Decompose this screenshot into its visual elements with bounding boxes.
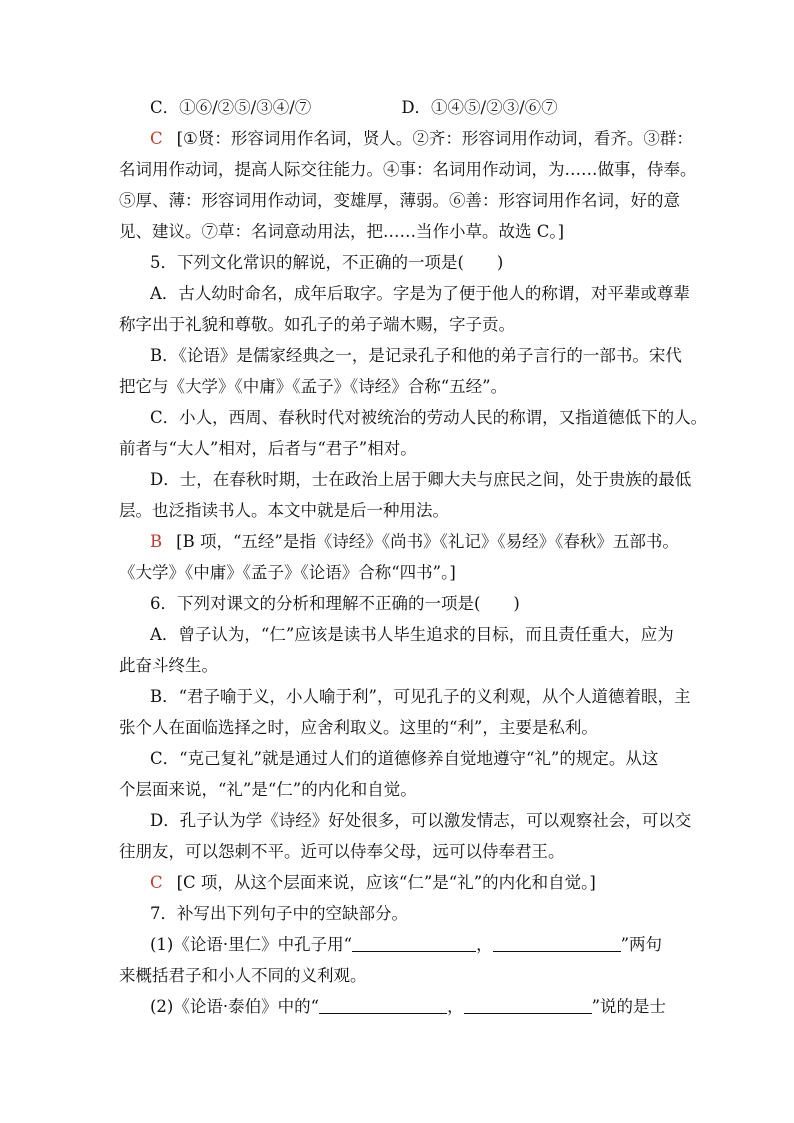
text-line: ⑤厚、薄：形容词用作动词，变雄厚，薄弱。⑥善：形容词用作名词，好的意 xyxy=(119,191,680,210)
answer-text: [B 项，“五经”是指《诗经》《尚书》《礼记》《易经》《春秋》五部书。 xyxy=(176,532,679,551)
text-line: 来概括君子和小人不同的义利观。 xyxy=(119,966,367,985)
question-7: 7．补写出下列句子中的空缺部分。 xyxy=(150,904,408,923)
answer-text: [C 项，从这个层面来说，应该“仁”是“礼”的内化和自觉。] xyxy=(176,873,596,892)
text-line: B．《论语》是儒家经典之一，是记录孔子和他的弟子言行的一部书。宋代 xyxy=(150,346,682,365)
text-line: 见、建议。⑦草：名词意动用法，把……当作小草。故选 C。] xyxy=(119,222,565,241)
answer-text: [①贤：形容词用作名词，贤人。②齐：形容词用作动词，看齐。③群： xyxy=(176,129,693,148)
text-line: 层。也泛指读书人。本文中就是后一种用法。 xyxy=(119,501,449,520)
option-row xyxy=(150,97,558,119)
question-6: 6．下列对课文的分析和理解不正确的一项是( ) xyxy=(150,594,520,613)
fill-blank-2: (2)《论语·泰伯》中的“ ， ”说的是士 xyxy=(150,997,666,1016)
text-line: 张个人在面临选择之时，应舍利取义。这里的“利”，主要是私利。 xyxy=(119,718,598,737)
text-line: C．小人，西周、春秋时代对被统治的劳动人民的称谓，又指道德低下的人。 xyxy=(150,408,708,427)
answer-letter: B xyxy=(150,532,163,551)
answer-line xyxy=(150,128,693,150)
text-line: 把它与《大学》《中庸》《孟子》《诗经》合称“五经”。 xyxy=(119,377,508,396)
answer-letter: C xyxy=(150,129,163,148)
blank-field xyxy=(319,997,447,1014)
text-line: 《大学》《中庸》《孟子》《论语》合称“四书”。] xyxy=(119,563,456,582)
text-line: D．孔子认为学《诗经》好处很多，可以激发情志，可以观察社会，可以交 xyxy=(150,811,692,830)
text-line: D．士，在春秋时期，士在政治上居于卿大夫与庶民之间，处于贵族的最低 xyxy=(150,470,692,489)
answer-letter: C xyxy=(150,873,163,892)
question-5: 5．下列文化常识的解说，不正确的一项是( ) xyxy=(150,253,504,272)
text-line: A．古人幼时命名，成年后取字。字是为了便于他人的称谓，对平辈或尊辈 xyxy=(150,284,690,303)
text-line: 名词用作动词，提高人际交往能力。④事：名词用作动词，为……做事，侍奉。 xyxy=(119,160,697,179)
text-line: 个层面来说，“礼”是“仁”的内化和自觉。 xyxy=(119,780,417,799)
option-d: D．①④⑤/②③/⑥⑦ xyxy=(401,98,558,117)
text-line: A．曾子认为，“仁”应该是读书人毕生追求的目标，而且责任重大，应为 xyxy=(150,625,674,644)
text-line: 此奋斗终生。 xyxy=(119,656,218,675)
text-line: 称字出于礼貌和尊敬。如孔子的弟子端木赐，字子贡。 xyxy=(119,315,515,334)
text-line: 前者与“大人”相对，后者与“君子”相对。 xyxy=(119,439,417,458)
answer-line xyxy=(150,872,596,894)
text-line: B．“君子喻于义，小人喻于利”，可见孔子的义利观，从个人道德着眼，主 xyxy=(150,687,691,706)
text-line: 往朋友，可以怨刺不平。近可以侍奉父母，远可以侍奉君王。 xyxy=(119,842,565,861)
text-line: C．“克己复礼”就是通过人们的道德修养自觉地遵守“礼”的规定。从这 xyxy=(150,749,659,768)
blank-field xyxy=(352,935,476,952)
fill-blank-1: (1)《论语·里仁》中孔子用“ ， ”两句 xyxy=(150,935,662,954)
blank-field xyxy=(464,997,592,1014)
answer-line xyxy=(150,531,679,553)
blank-field xyxy=(493,935,621,952)
option-c: C．①⑥/②⑤/③④/⑦ xyxy=(150,98,312,117)
